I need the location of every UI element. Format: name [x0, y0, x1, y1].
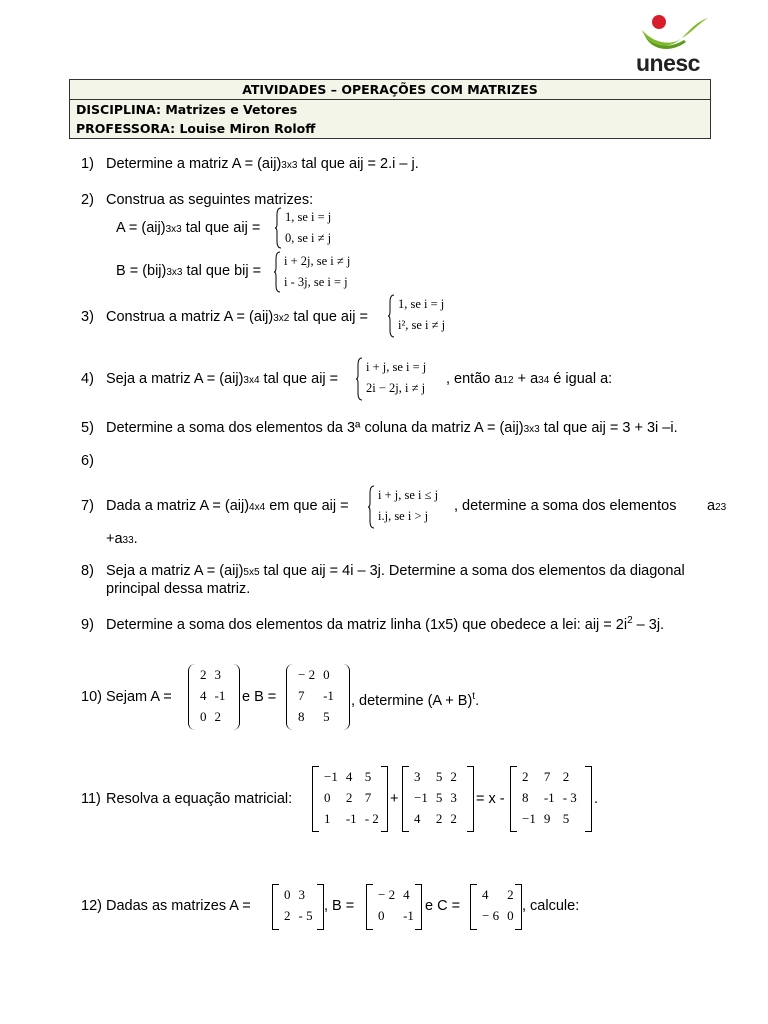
matrix-cell: −1: [414, 789, 428, 805]
bracket-right: [467, 766, 474, 832]
matrix-cell: 0: [323, 666, 330, 682]
matrix-row: [196, 706, 229, 727]
question-10: 10) Sejam A =: [81, 689, 172, 705]
matrix-cell: 8: [522, 789, 529, 805]
matrix-cell: 0: [324, 789, 331, 805]
brace-icon: [388, 294, 394, 338]
bracket-left: [470, 884, 477, 930]
bracket-left: [366, 884, 373, 930]
question-7-term-a33: +a33.: [106, 531, 138, 547]
matrix-row: [320, 766, 383, 787]
q12-matrix-c: [470, 884, 522, 928]
matrix-cell: 1: [324, 810, 331, 826]
question-2-matrix-b-definition: B = (bij)3x3 tal que bij =: [116, 263, 262, 279]
matrix-cell: 3: [214, 666, 221, 682]
matrix-cell: − 2: [298, 666, 316, 682]
question-7-term-a23: a23: [707, 498, 727, 514]
matrix-row: [294, 685, 338, 706]
matrix-cell: 2: [345, 789, 353, 805]
matrix-row: [518, 808, 581, 829]
matrix-cell: 2: [450, 810, 457, 826]
matrix-row: [294, 706, 338, 727]
matrix-row: [280, 884, 317, 905]
bracket-right: [585, 766, 592, 832]
q11-matrix-1: [312, 766, 388, 830]
activity-title: ATIVIDADES – OPERAÇÕES COM MATRIZES: [70, 80, 710, 100]
matrix-cell: 2: [214, 708, 221, 724]
bracket-right: [317, 884, 324, 930]
question-4-continuation: , então a12 + a34 é igual a:: [446, 371, 613, 387]
matrix-row: [196, 685, 229, 706]
question-12-c-label: e C =: [425, 898, 461, 914]
q10-matrix-a: [188, 664, 240, 730]
matrix-cell: 3: [298, 886, 305, 902]
question-8-line-2: principal dessa matriz.: [106, 581, 251, 597]
matrix-cell: -1: [345, 810, 357, 826]
matrix-cell: − 6: [482, 907, 500, 923]
matrix-cell: 7: [543, 768, 551, 784]
matrix-row: [374, 905, 418, 926]
question-4: 4) Seja a matriz A = (aij)3x4 tal que aij =: [81, 371, 339, 387]
matrix-cell: 3: [450, 789, 457, 805]
matrix-cell: 4: [200, 687, 207, 703]
professor-label: PROFESSORA: Louise Miron Roloff: [70, 119, 710, 138]
matrix-row: [518, 787, 581, 808]
question-2-b-piecewise: i + 2j, se i ≠ j i - 3j, se i = j: [274, 251, 374, 293]
matrix-cell: -1: [214, 687, 226, 703]
matrix-row: [196, 664, 229, 685]
matrix-cell: 4: [345, 768, 353, 784]
bracket-left: [510, 766, 517, 832]
matrix-row: [478, 884, 518, 905]
question-10-continuation: , determine $(A + B)^t$.: [351, 691, 480, 709]
question-12-continuation: , calcule:: [522, 898, 580, 914]
question-1: 1) Determine a matriz A = (aij)3x3 tal que aij = 2.i – j.: [81, 156, 419, 172]
matrix-cell: 8: [298, 708, 305, 724]
question-6: 6): [81, 453, 94, 469]
matrix-row: [294, 664, 338, 685]
matrix-cell: 0: [507, 907, 514, 923]
matrix-cell: -1: [403, 907, 414, 923]
matrix-row: [410, 787, 461, 808]
matrix-cell: 5: [323, 708, 330, 724]
brace-icon: [356, 357, 362, 401]
matrix-row: [410, 808, 461, 829]
matrix-cell: 0: [200, 708, 207, 724]
matrix-cell: - 3: [562, 789, 577, 805]
matrix-cell: - 5: [298, 907, 313, 923]
question-2: 2) Construa as seguintes matrizes:: [81, 192, 314, 208]
brace-icon: [275, 207, 281, 249]
bracket-left: [402, 766, 409, 832]
q12-matrix-a: [272, 884, 324, 928]
matrix-cell: 2: [435, 810, 443, 826]
matrix-cell: 2: [522, 768, 529, 784]
question-7-piecewise: i + j, se i ≤ j i.j, se i > j: [368, 485, 456, 529]
question-3-piecewise: 1, se i = j i², se i ≠ j: [388, 294, 478, 338]
q10-matrix-b: [286, 664, 350, 730]
q12-matrix-b: [366, 884, 422, 928]
matrix-cell: - 2: [364, 810, 379, 826]
question-3: 3) Construa a matriz A = (aij)3x2 tal que aij =: [81, 309, 368, 325]
period: .: [594, 791, 599, 807]
matrix-row: [410, 766, 461, 787]
question-2-a-piecewise: 1, se i = j 0, se i ≠ j: [275, 207, 365, 249]
header-table: [69, 79, 711, 139]
matrix-cell: 5: [562, 810, 570, 826]
paren-right: [233, 664, 240, 730]
question-4-piecewise: i + j, se i = j 2i − 2j, i ≠ j: [356, 357, 448, 401]
question-7-continuation: , determine a soma dos elementos: [454, 498, 677, 514]
matrix-cell: 5: [435, 768, 443, 784]
question-11: 11) Resolva a equação matricial:: [81, 791, 293, 807]
paren-left: [188, 664, 195, 730]
discipline-label: DISCIPLINA: Matrizes e Vetores: [70, 100, 710, 119]
matrix-cell: -1: [323, 687, 334, 703]
matrix-row: [320, 808, 383, 829]
matrix-cell: 3: [414, 768, 421, 784]
brace-icon: [368, 485, 374, 529]
matrix-cell: 4: [403, 886, 410, 902]
equals-x-minus: = x -: [476, 791, 505, 807]
question-12-b-label: , B =: [324, 898, 355, 914]
matrix-cell: 2: [284, 907, 291, 923]
matrix-cell: -1: [543, 789, 555, 805]
question-10-and: e B =: [242, 689, 277, 705]
paren-right: [343, 664, 350, 730]
matrix-row: [320, 787, 383, 808]
matrix-row: [280, 905, 317, 926]
matrix-cell: 4: [482, 886, 489, 902]
matrix-cell: 7: [298, 687, 305, 703]
question-2-matrix-a-definition: A = (aij)3x3 tal que aij =: [116, 220, 261, 236]
matrix-cell: 7: [364, 789, 372, 805]
matrix-cell: 0: [284, 886, 291, 902]
paren-left: [286, 664, 293, 730]
bracket-left: [272, 884, 279, 930]
matrix-cell: −1: [324, 768, 338, 784]
question-9: 9) Determine a soma dos elementos da matriz linha (1x5) que obedece a lei: aij = $2i^2 - 3j$.: [81, 615, 665, 633]
brace-icon: [274, 251, 280, 293]
matrix-cell: 4: [414, 810, 421, 826]
matrix-row: [518, 766, 581, 787]
matrix-cell: 2: [200, 666, 207, 682]
bracket-left: [312, 766, 319, 832]
matrix-cell: 2: [562, 768, 570, 784]
question-12: 12) Dadas as matrizes A =: [81, 898, 251, 914]
q11-matrix-3: [510, 766, 592, 830]
matrix-cell: −1: [522, 810, 536, 826]
matrix-cell: 0: [378, 907, 385, 923]
logo-wordmark: unesc: [636, 50, 700, 76]
matrix-cell: 9: [543, 810, 551, 826]
question-7: 7) Dada a matriz A = (aij)4x4 em que aij =: [81, 498, 349, 514]
question-8: 8) Seja a matriz A = (aij)5x5 tal que aij = 4i – 3j. Determine a soma dos elementos da diagonal: [81, 563, 685, 579]
matrix-cell: 2: [507, 886, 514, 902]
matrix-row: [478, 905, 518, 926]
question-5: 5) Determine a soma dos elementos da 3ª coluna da matriz A = (aij)3x3 tal que aij = 3 + 3i –i.: [81, 420, 678, 436]
matrix-cell: 5: [364, 768, 372, 784]
q11-matrix-2: [402, 766, 474, 830]
matrix-cell: − 2: [378, 886, 396, 902]
matrix-cell: 2: [450, 768, 457, 784]
matrix-cell: 5: [435, 789, 443, 805]
plus-sign: +: [390, 791, 399, 807]
matrix-row: [374, 884, 418, 905]
